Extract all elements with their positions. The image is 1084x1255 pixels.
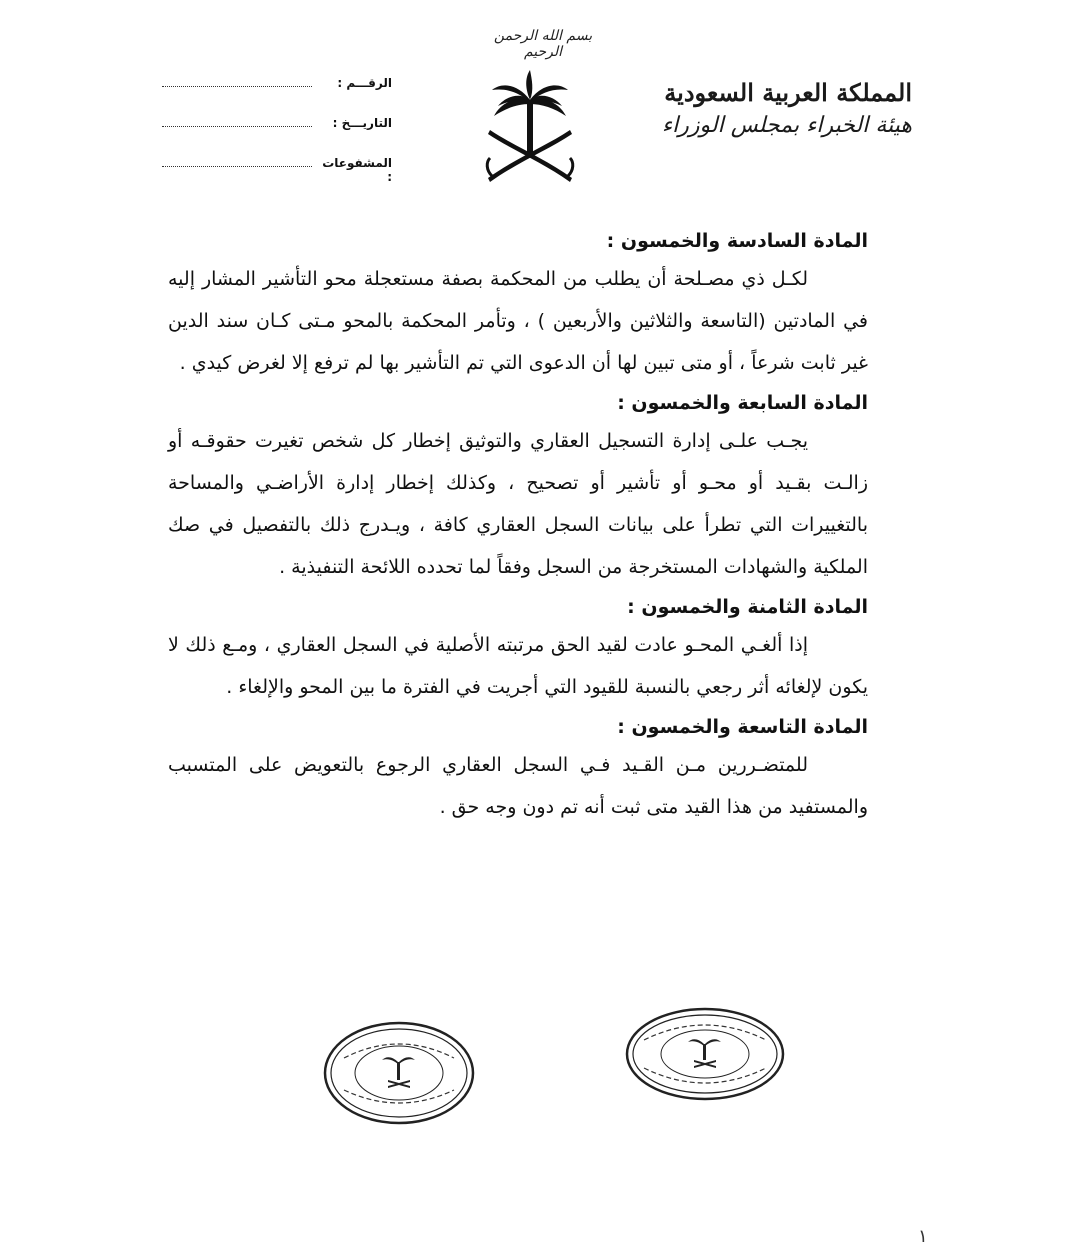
authority-name: هيئة الخبراء بمجلس الوزراء xyxy=(661,113,912,138)
article-text: للمتضـررين مـن القـيد فـي السجل العقاري الرجوع بالتعويض على المتسبب والمستفيد من هذا القيد متى ثبت أنه تم دون وجه حق . xyxy=(168,754,868,818)
article-text: لكـل ذي مصـلحة أن يطلب من المحكمة بصفة مستعجلة محو التأشير المشار إليه في المادتين (التاسعة والثلاثين والأربعين ) ، وتأمر المحكمة بالمحو مـتى كـان سند الدين غير ثابت شرعاً ، أو متى تبين لها أن الدعوى التي تم التأشير بها لم ترفع إلا لغرض كيدي . xyxy=(168,268,868,374)
page-number: ١ xyxy=(918,1226,928,1247)
article-56 xyxy=(168,224,868,384)
reference-number-row xyxy=(162,76,392,116)
reference-date-line xyxy=(162,116,312,127)
reference-date-row xyxy=(162,116,392,156)
experts-commission-seal-icon xyxy=(322,1020,476,1126)
letterhead xyxy=(612,78,912,138)
reference-date-label: التاريـــخ : xyxy=(332,116,392,130)
article-title: المادة السادسة والخمسون : xyxy=(606,230,868,252)
reference-number-label: الرقـــم : xyxy=(337,76,392,90)
attachments-label: المشفوعات : xyxy=(322,156,392,184)
document-body xyxy=(168,224,868,830)
kingdom-name: المملكة العربية السعودية xyxy=(664,78,912,107)
article-text: يجـب علـى إدارة التسجيل العقاري والتوثيق إخطار كل شخص تغيرت حقوقـه أو زالـت بقـيد أو محـو أو تأشير أو تصحيح ، وكذلك إخطار إدارة الأراضـي والمساحة بالتغييرات التي تطرأ على بيانات السجل العقاري كافة ، ويـدرج ذلك بالتفصيل في صك الملكية والشهادات المستخرجة من السجل وفقاً لما تحدده اللائحة التنفيذية . xyxy=(168,430,868,578)
attachments-line xyxy=(162,156,312,167)
reference-number-line xyxy=(162,76,312,87)
article-text: إذا ألغـي المحـو عادت لقيد الحق مرتبته الأصلية في السجل العقاري ، ومـع ذلك لا يكون لإلغائه أثر رجعي بالنسبة للقيود التي أجريت في الفترة ما بين المحو والإلغاء . xyxy=(168,634,868,698)
article-57 xyxy=(168,386,868,588)
article-59 xyxy=(168,710,868,828)
article-58 xyxy=(168,590,868,708)
article-title: المادة التاسعة والخمسون : xyxy=(617,716,868,738)
reference-fields xyxy=(162,76,392,196)
attachments-row xyxy=(162,156,392,196)
saudi-emblem-icon xyxy=(484,70,576,188)
article-title: المادة السابعة والخمسون : xyxy=(617,392,868,414)
article-title: المادة الثامنة والخمسون : xyxy=(627,596,868,618)
basmala: بسم الله الرحمن الرحيم xyxy=(493,28,593,60)
council-secretariat-seal-icon xyxy=(624,1006,786,1102)
